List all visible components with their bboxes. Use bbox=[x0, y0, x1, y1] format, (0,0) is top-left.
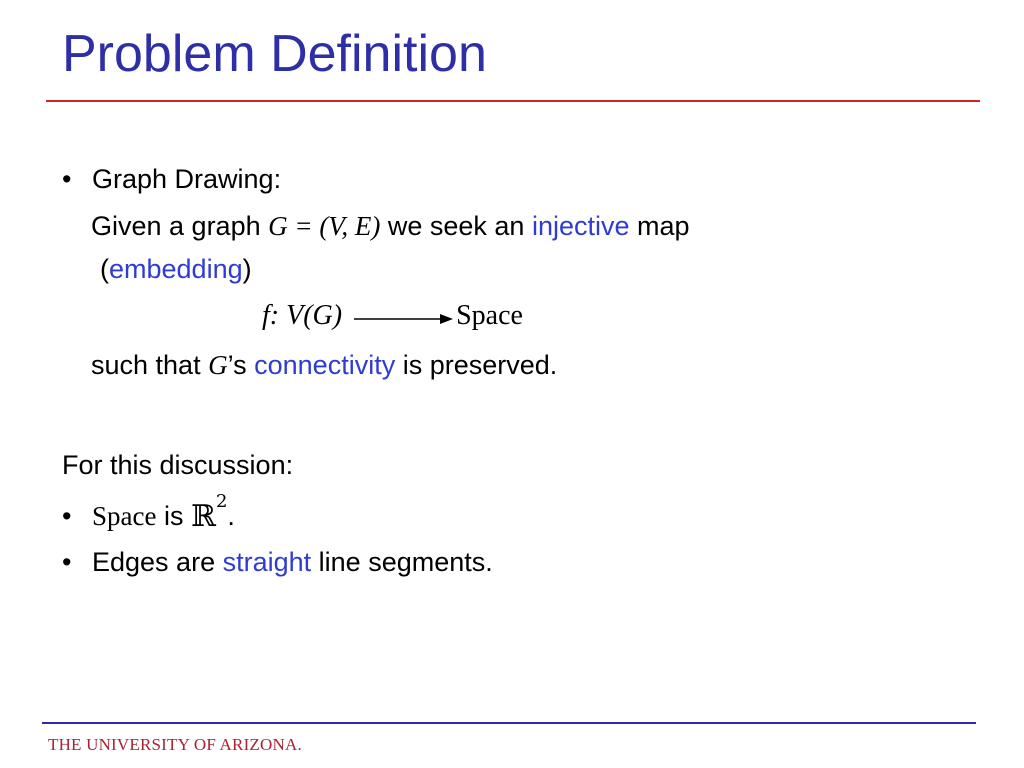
bullet-marker: • bbox=[62, 547, 72, 577]
embed-close-paren: ) bbox=[242, 254, 252, 284]
embedding-line bbox=[100, 256, 252, 283]
period: . bbox=[227, 501, 235, 531]
discussion-heading: For this discussion: bbox=[62, 450, 294, 480]
embed-open-paren: ( bbox=[100, 254, 109, 284]
such-that-prefix: such that bbox=[91, 350, 201, 380]
keyword-embedding: embedding bbox=[109, 254, 243, 284]
space-word: Space bbox=[92, 501, 157, 531]
title-divider bbox=[46, 100, 980, 102]
such-that-line bbox=[91, 352, 557, 379]
university-logo: THE UNIVERSITY OF ARIZONA. bbox=[48, 735, 302, 754]
given-line bbox=[91, 213, 690, 240]
mapping-codomain: Space bbox=[456, 300, 523, 331]
possessive: ’s bbox=[227, 350, 247, 380]
keyword-straight: straight bbox=[222, 547, 312, 577]
given-mid: we seek an bbox=[387, 211, 525, 241]
bullet-marker: • bbox=[62, 501, 72, 531]
given-prefix: Given a graph bbox=[91, 211, 261, 241]
is-word: is bbox=[163, 501, 184, 531]
graph-drawing-heading: Graph Drawing: bbox=[92, 164, 282, 194]
real-plane-symbol bbox=[191, 491, 228, 534]
mapping-domain: f: V(G) bbox=[262, 300, 343, 331]
keyword-connectivity: connectivity bbox=[254, 350, 396, 380]
footer-divider bbox=[42, 722, 976, 724]
graph-expression: G = (V, E) bbox=[268, 211, 381, 241]
such-that-suffix: is preserved. bbox=[402, 350, 558, 380]
right-arrow-icon bbox=[354, 304, 454, 332]
given-suffix: map bbox=[637, 211, 690, 241]
bullet-graph-drawing bbox=[62, 166, 281, 193]
bullet-edges bbox=[62, 549, 493, 576]
bullet-marker: • bbox=[62, 164, 72, 194]
edges-prefix: Edges are bbox=[92, 547, 216, 577]
page-title: Problem Definition bbox=[62, 25, 487, 83]
keyword-injective: injective bbox=[531, 211, 630, 241]
bullet-space bbox=[62, 491, 235, 534]
mapping-formula bbox=[262, 302, 523, 332]
reals-exponent: 2 bbox=[215, 491, 228, 512]
reals-symbol: ℝ bbox=[191, 499, 216, 534]
graph-symbol: G bbox=[208, 350, 228, 380]
edges-suffix: line segments. bbox=[318, 547, 493, 577]
